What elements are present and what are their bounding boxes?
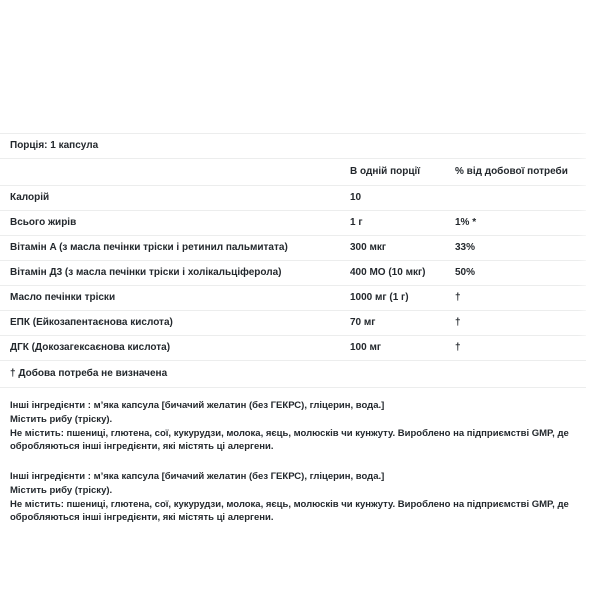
nutrient-name: Калорій	[0, 186, 340, 211]
nutrient-daily-value: †	[445, 311, 586, 336]
other-ingredients-text: Інші інгредієнти : м’яка капсула [бичачий желатин (без ГЕКРС), гліцерин, вода.]	[10, 400, 385, 411]
table-row	[0, 186, 586, 211]
table-header-row	[0, 159, 586, 186]
contains-allergen-text: Містить рибу (тріску).	[10, 484, 113, 496]
ingredients-block-1	[0, 399, 580, 454]
nutrient-amount: 300 мкг	[340, 236, 445, 261]
nutrient-name: Вітамін Д3 (з масла печінки тріски і холікальціферола)	[0, 261, 340, 286]
nutrient-name: ДГК (Докозагексаєнова кислота)	[0, 336, 340, 361]
serving-size-row	[0, 134, 586, 159]
nutrient-daily-value: 50%	[445, 261, 586, 286]
column-header-nutrient	[0, 159, 340, 186]
nutrient-amount: 100 мг	[340, 336, 445, 361]
nutrient-amount: 70 мг	[340, 311, 445, 336]
nutrient-name: Вітамін A (з масла печінки тріски і ретинил пальмитата)	[0, 236, 340, 261]
contains-allergen-text: Містить рибу (тріску).	[10, 413, 113, 425]
supplement-facts-table	[0, 133, 586, 388]
nutrient-daily-value	[445, 186, 586, 211]
nutrient-daily-value: †	[445, 286, 586, 311]
nutrient-daily-value: 33%	[445, 236, 586, 261]
daily-value-footnote-text: † Добова потреба не визначена	[0, 361, 586, 388]
column-header-amount-per-serving: В одній порції	[340, 159, 445, 186]
table-row	[0, 236, 586, 261]
table-row	[0, 211, 586, 236]
nutrient-daily-value: †	[445, 336, 586, 361]
other-ingredients-text: Інші інгредієнти : м’яка капсула [бичачий желатин (без ГЕКРС), гліцерин, вода.]	[10, 471, 385, 483]
table-row	[0, 286, 586, 311]
table-row	[0, 336, 586, 361]
table-row	[0, 311, 586, 336]
free-from-allergen-text: Не містить: пшениці, глютена, сої, кукурудзи, молока, яєць, молюсків чи кунжуту. Вироблено на підприємстві GMP, де обробляються інші інгредієнти, які містять ці алергени.	[10, 427, 569, 453]
top-spacer	[0, 0, 600, 133]
ingredients-block-2	[0, 470, 580, 525]
nutrient-amount: 400 МО (10 мкг)	[340, 261, 445, 286]
nutrient-name: ЕПК (Ейкозапентаєнова кислота)	[0, 311, 340, 336]
column-header-percent-daily-value: % від добової потреби	[445, 159, 586, 186]
nutrient-amount: 10	[340, 186, 445, 211]
nutrient-amount: 1 г	[340, 211, 445, 236]
daily-value-footnote-row	[0, 361, 586, 388]
nutrient-name: Всього жирів	[0, 211, 340, 236]
serving-size-text: Порція: 1 капсула	[0, 134, 586, 159]
nutrient-name: Масло печінки тріски	[0, 286, 340, 311]
table-row	[0, 261, 586, 286]
nutrient-daily-value: 1% *	[445, 211, 586, 236]
nutrient-amount: 1000 мг (1 г)	[340, 286, 445, 311]
free-from-allergen-text: Не містить: пшениці, глютена, сої, кукурудзи, молока, яєць, молюсків чи кунжуту. Вироблено на підприємстві GMP, де обробляються інші інгредієнти, які містять ці алергени.	[10, 498, 569, 524]
